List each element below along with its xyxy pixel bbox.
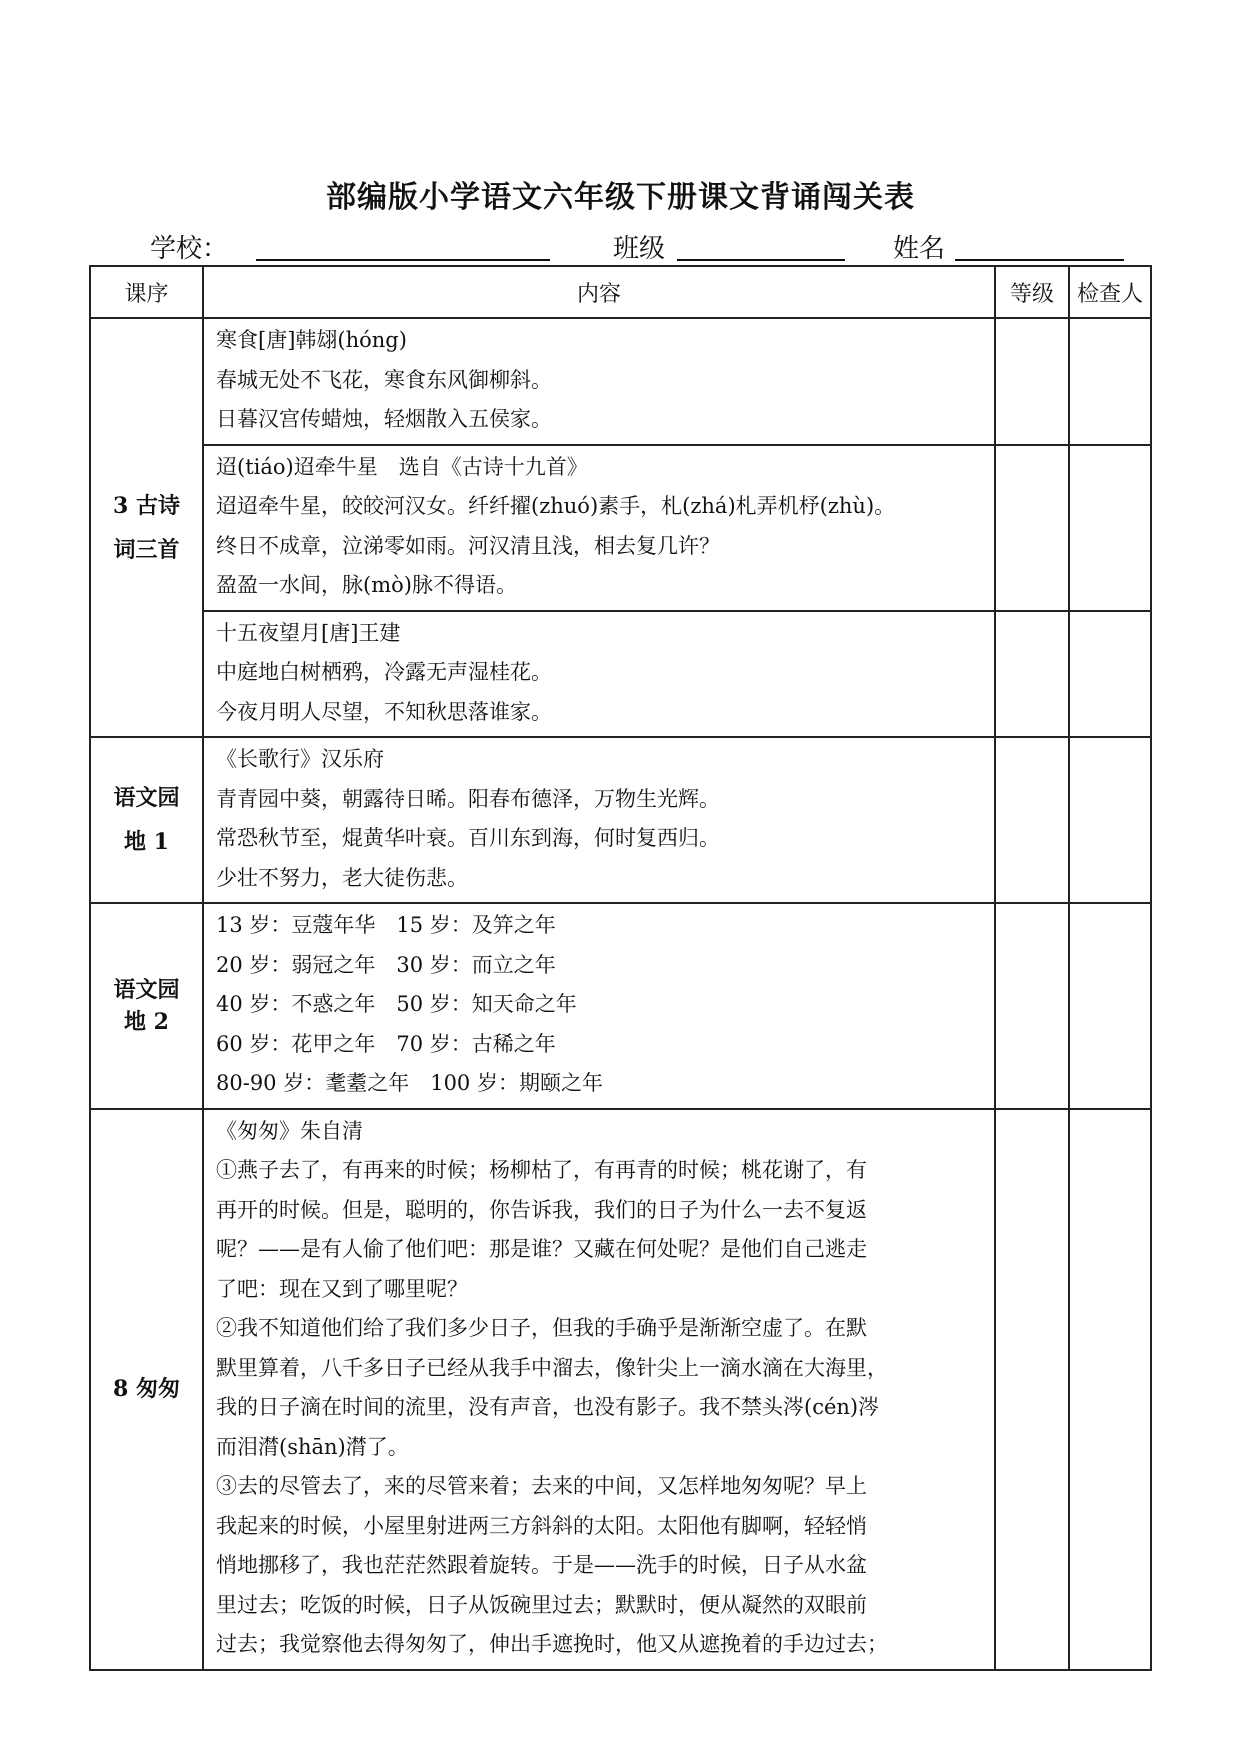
poem-title: 寒食[唐]韩翃(hóng) <box>216 328 407 352</box>
poem-title: 迢(tiáo)迢牵牛星 选自《古诗十九首》 <box>216 454 588 479</box>
essay-paragraph <box>216 1151 984 1309</box>
content-cell <box>203 1109 995 1670</box>
content-cell <box>203 611 995 738</box>
table-row <box>90 737 1151 903</box>
grade-cell[interactable] <box>995 903 1069 1109</box>
poem-title: 十五夜望月[唐]王建 <box>216 620 401 645</box>
age-line: 80-90 岁：耄耋之年 100 岁：期颐之年 <box>216 1071 603 1095</box>
lesson-cell <box>90 903 203 1109</box>
essay-line: 而泪潸(shān)潸了。 <box>216 1434 409 1459</box>
age-line: 40 岁：不惑之年 50 岁：知天命之年 <box>216 992 577 1016</box>
age-line: 13 岁：豆蔻年华 15 岁：及笄之年 <box>216 913 556 937</box>
checker-cell[interactable] <box>1069 903 1151 1109</box>
class-label: 班级 <box>613 234 666 264</box>
poem-line: 日暮汉宫传蜡烛，轻烟散入五侯家。 <box>216 407 552 431</box>
school-label: 学校： <box>150 234 229 264</box>
poem-line: 终日不成章，泣涕零如雨。河汉清且浅，相去复几许？ <box>216 533 720 558</box>
lesson-label: 地 2 <box>124 1008 169 1035</box>
recitation-table <box>89 265 1152 1671</box>
table-row <box>90 445 1151 611</box>
essay-paragraph <box>216 1309 984 1467</box>
name-field[interactable] <box>955 259 1124 261</box>
poem-title: 《长歌行》汉乐府 <box>216 747 384 771</box>
age-line: 60 岁：花甲之年 70 岁：古稀之年 <box>216 1031 556 1056</box>
header-checker: 检查人 <box>1069 266 1151 318</box>
poem-line: 今夜月明人尽望，不知秋思落谁家。 <box>216 699 552 724</box>
header-row <box>90 266 1151 318</box>
lesson-label: 语文园 <box>113 976 180 1003</box>
essay-line: 默里算着，八千多日子已经从我手中溜去，像针尖上一滴水滴在大海里， <box>216 1355 888 1380</box>
lesson-label: 地 1 <box>124 829 169 855</box>
header-content: 内容 <box>203 266 995 318</box>
school-field[interactable] <box>256 259 550 261</box>
essay-line: 我的日子滴在时间的流里，没有声音，也没有影子。我不禁头涔(cén)涔 <box>216 1395 880 1419</box>
essay-line: ①燕子去了，有再来的时候；杨柳枯了，有再青的时候；桃花谢了，有 <box>216 1158 867 1182</box>
essay-line: 悄地挪移了，我也茫茫然跟着旋转。于是——洗手的时候，日子从水盆 <box>216 1553 867 1577</box>
essay-line: 了吧：现在又到了哪里呢？ <box>216 1276 468 1301</box>
poem-line: 青青园中葵，朝露待日晞。阳春布德泽，万物生光辉。 <box>216 786 720 811</box>
content-cell <box>203 445 995 611</box>
essay-title: 《匆匆》朱自清 <box>216 1118 363 1143</box>
lesson-label: 语文园 <box>113 785 180 811</box>
lesson-cell <box>90 1109 203 1670</box>
essay-line: ③去的尽管去了，来的尽管来着；去来的中间，又怎样地匆匆呢？早上 <box>216 1474 867 1498</box>
content-cell <box>203 737 995 903</box>
checker-cell[interactable] <box>1069 318 1151 445</box>
content-cell <box>203 903 995 1109</box>
checker-cell[interactable] <box>1069 445 1151 611</box>
checker-cell[interactable] <box>1069 737 1151 903</box>
essay-line: 里过去；吃饭的时候，日子从饭碗里过去；默默时，便从凝然的双眼前 <box>216 1592 867 1617</box>
grade-cell[interactable] <box>995 737 1069 903</box>
class-field[interactable] <box>677 259 845 261</box>
lesson-cell <box>90 318 203 737</box>
age-line: 20 岁：弱冠之年 30 岁：而立之年 <box>216 952 556 977</box>
poem-line: 盈盈一水间，脉(mò)脉不得语。 <box>216 573 517 597</box>
essay-line: 再开的时候。但是，聪明的，你告诉我，我们的日子为什么一去不复返 <box>216 1197 867 1222</box>
table-row <box>90 903 1151 1109</box>
poem-line: 迢迢牵牛星，皎皎河汉女。纤纤擢(zhuó)素手，札(zhá)札弄机杼(zhù)。 <box>216 494 896 518</box>
grade-cell[interactable] <box>995 1109 1069 1670</box>
grade-cell[interactable] <box>995 611 1069 738</box>
poem-line: 少壮不努力，老大徒伤悲。 <box>216 865 468 890</box>
info-row <box>0 228 1241 264</box>
checker-cell[interactable] <box>1069 611 1151 738</box>
lesson-label: 3 古诗 <box>113 492 180 519</box>
table-row <box>90 611 1151 738</box>
content-cell <box>203 318 995 445</box>
header-lesson: 课序 <box>90 266 203 318</box>
name-label: 姓名 <box>893 234 946 264</box>
essay-line: 呢？——是有人偷了他们吧：那是谁？又藏在何处呢？是他们自己逃走 <box>216 1237 867 1261</box>
grade-cell[interactable] <box>995 445 1069 611</box>
table-row <box>90 318 1151 445</box>
checker-cell[interactable] <box>1069 1109 1151 1670</box>
essay-line: ②我不知道他们给了我们多少日子，但我的手确乎是渐渐空虚了。在默 <box>216 1316 867 1340</box>
page-title: 部编版小学语文六年级下册课文背诵闯关表 <box>326 180 915 215</box>
essay-paragraph <box>216 1467 984 1665</box>
poem-line: 常恐秋节至，焜黄华叶衰。百川东到海，何时复西归。 <box>216 826 720 850</box>
poem-line: 中庭地白树栖鸦，冷露无声湿桂花。 <box>216 660 552 684</box>
lesson-label: 8 匆匆 <box>113 1376 180 1402</box>
grade-cell[interactable] <box>995 318 1069 445</box>
header-grade: 等级 <box>995 266 1069 318</box>
poem-line: 春城无处不飞花，寒食东风御柳斜。 <box>216 367 552 392</box>
essay-line: 我起来的时候，小屋里射进两三方斜斜的太阳。太阳他有脚啊，轻轻悄 <box>216 1513 867 1538</box>
lesson-label: 词三首 <box>113 536 180 563</box>
essay-line: 过去；我觉察他去得匆匆了，伸出手遮挽时，他又从遮挽着的手边过去； <box>216 1632 888 1656</box>
lesson-cell <box>90 737 203 903</box>
table-row <box>90 1109 1151 1670</box>
